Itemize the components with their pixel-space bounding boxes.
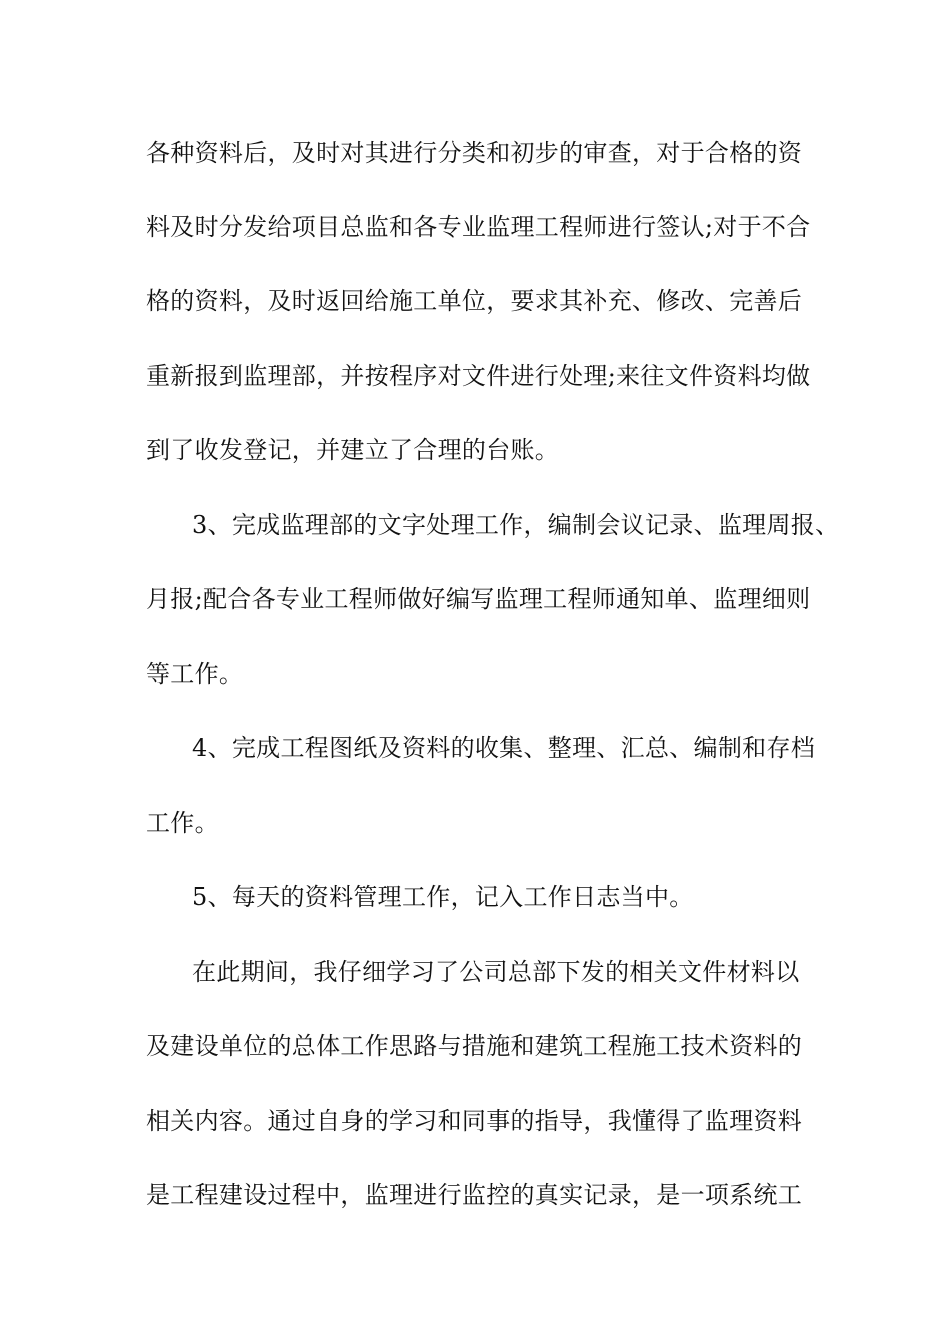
text-line-13: 及建设单位的总体工作思路与措施和建筑工程施工技术资料的 [146,1032,803,1060]
text-line-3: 格的资料，及时返回给施工单位，要求其补充、修改、完善后 [146,287,803,315]
text-line-5: 到了收发登记，并建立了合理的台账。 [146,436,560,464]
text-line-4: 重新报到监理部，并按程序对文件进行处理;来往文件资料均做 [146,362,811,390]
text-line-15: 是工程建设过程中，监理进行监控的真实记录，是一项系统工 [146,1181,803,1209]
text-line-12: 在此期间，我仔细学习了公司总部下发的相关文件材料以 [192,958,800,986]
text-line-10: 工作。 [146,809,219,837]
text-line-11: 5、每天的资料管理工作，记入工作日志当中。 [192,883,694,911]
text-line-14: 相关内容。通过自身的学习和同事的指导，我懂得了监理资料 [146,1107,803,1135]
text-line-6: 3、完成监理部的文字处理工作，编制会议记录、监理周报、 [192,511,840,539]
text-line-2: 料及时分发给项目总监和各专业监理工程师进行签认;对于不合 [146,213,811,241]
text-line-1: 各种资料后，及时对其进行分类和初步的审查，对于合格的资 [146,139,803,167]
text-line-9: 4、完成工程图纸及资料的收集、整理、汇总、编制和存档 [192,734,816,762]
text-line-7: 月报;配合各专业工程师做好编写监理工程师通知单、监理细则 [146,585,811,613]
text-line-8: 等工作。 [146,660,244,688]
